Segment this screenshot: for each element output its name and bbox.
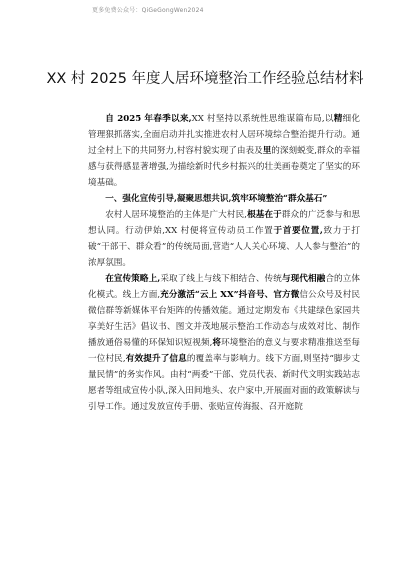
document-body [88, 111, 360, 415]
paragraph-intro [88, 111, 360, 191]
document-title: XX 村 2025 年度人居环境整治工作经验总结材料 [46, 71, 364, 87]
paragraph-text: 环境整治的意义与要求精准推送至每一位村民, [88, 338, 360, 364]
paragraph-strategy [88, 271, 360, 415]
bold-text: 有效提升了信息 [125, 354, 187, 364]
paragraph-text: XX 村坚持以系统性思维谋篇布局,以 [191, 114, 334, 124]
bold-text: 精 [333, 114, 343, 124]
paragraph-text: 合的立体化模式。线上方面, [88, 274, 360, 300]
section-heading-1 [88, 191, 360, 207]
bold-text: 充分激活“云上 XX”抖音号、官方微 [160, 290, 300, 300]
paragraph-text: 农村人居环境整治的主体是广大村民, [105, 210, 247, 220]
bold-text: 里 [262, 146, 272, 156]
watermark-text: 更多免费公众号：QiGeGongWen2024 [92, 7, 204, 14]
bold-text: 在宣传策略上, [105, 274, 161, 284]
bold-text: 将 [212, 338, 222, 348]
paragraph-text: 的覆盖率与影响力。线下方面,则坚持“脚步丈量民情”的务实作风。由村“两委”干部、党员代表、新时代文明实践站志愿者等组成宣传小队,深入田间地头、农户家中,开展面对面的政策解读与引导工作。通过发放宣传手册、张贴宣传海报、召开庭院 [88, 354, 360, 412]
paragraph-engagement [88, 207, 360, 271]
paragraph-text: 群众的广泛参与和思想认同。行动伊始,XX 村便将宣传动员工作置 [88, 210, 360, 236]
heading-bold-text: 筑牢环境整治“群众基石” [231, 194, 328, 204]
heading-text: 一、强化宣传引导,凝聚思想共识, [105, 194, 232, 204]
bold-text: 与现代相融 [281, 274, 326, 284]
bold-text: 于首要位置, [273, 226, 323, 236]
bold-text: 根基在于 [246, 210, 282, 220]
bold-text: 自 2025 年春季以来, [105, 114, 192, 124]
paragraph-text: 致力于打破“干部干、群众看”的传统局面,营造“人人关心环境、人人参与整治”的浓厚氛围。 [88, 226, 360, 268]
paragraph-text: 信公众号及村民微信群等新媒体平台矩阵的传播效能。通过定期发布《共建绿色家园共享美好生活》倡议书、图文并茂地展示整治工作动态与成效对比、制作播放通俗易懂的环保知识短视频, [88, 290, 360, 348]
paragraph-text: 采取了线上与线下相结合、传统 [160, 274, 282, 284]
paragraph-text: 细化管理狠抓落实,全面启动并扎实推进农村人居环境综合整治提升行动。通过全村上下的共同努力,村容村貌实现了由表及 [88, 114, 360, 156]
paragraph-text: 的深刻蜕变,群众的幸福感与获得感显著增强,为描绘新时代乡村振兴的壮美画卷奠定了坚实的环境基础。 [88, 146, 361, 188]
